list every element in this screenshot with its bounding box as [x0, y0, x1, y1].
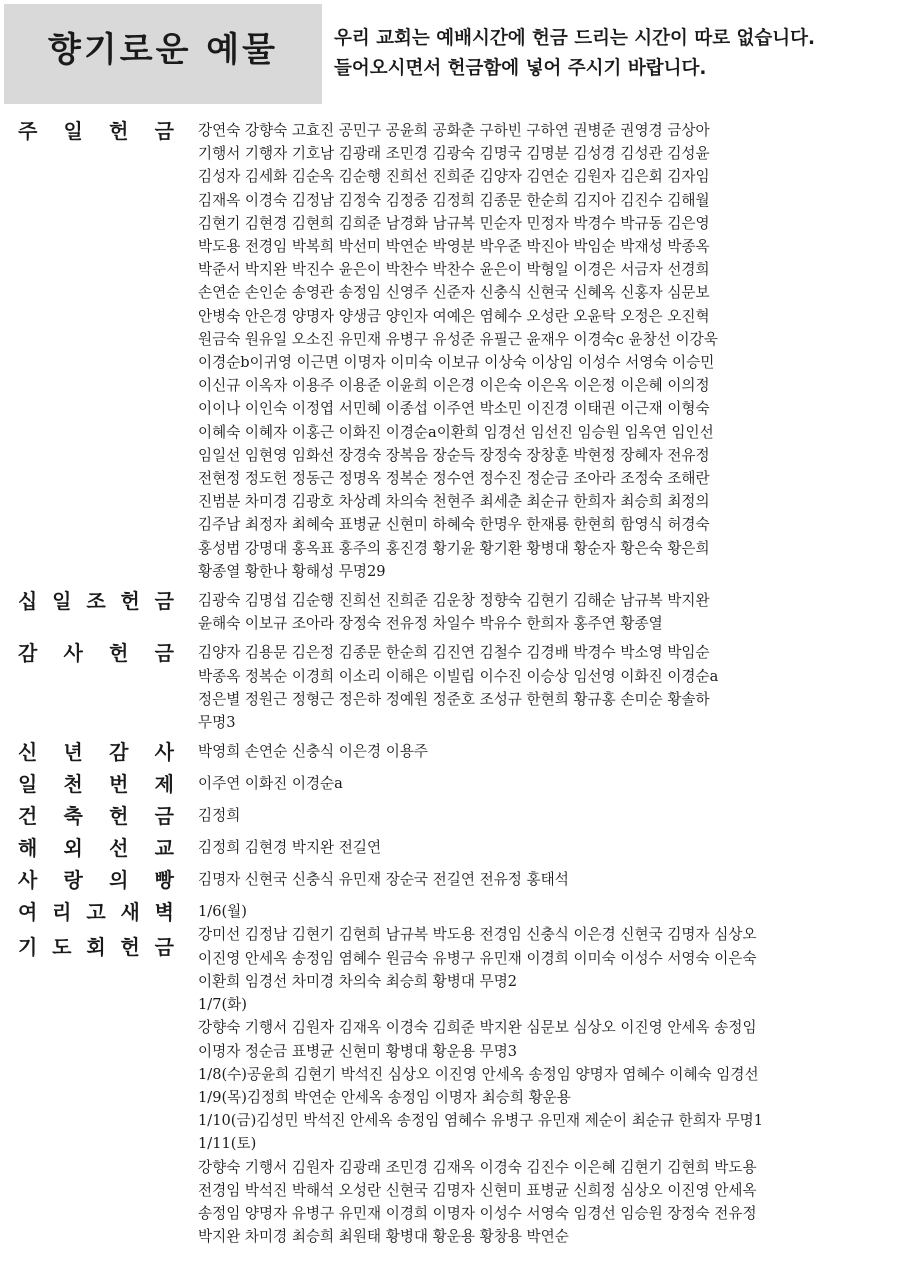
title-box — [4, 4, 322, 104]
section-label-text — [18, 934, 174, 961]
label-char: 일 — [18, 772, 38, 797]
donor-line: 홍성범 강명대 홍옥표 홍주의 홍진경 황기윤 황기환 황병대 황순자 황은숙 황은희 — [198, 539, 710, 557]
label-char: 헌 — [109, 804, 129, 829]
donor-line: 임일선 임현영 임화선 장경숙 장복음 장순득 장정숙 장창훈 박현정 장혜자 전유정 — [198, 446, 710, 464]
donor-line: 김광숙 김명섭 김순행 진희선 진희준 김운창 정향숙 김현기 김해순 남규복 박지완 — [198, 592, 710, 610]
offering-list — [18, 118, 880, 1248]
section-label-text — [18, 118, 174, 145]
notice-line: 우리 교회는 예배시간에 헌금 드리는 시간이 따로 없습니다. — [334, 28, 816, 49]
donor-names — [198, 835, 880, 859]
label-char: 금 — [154, 641, 174, 666]
label-char: 헌 — [120, 589, 140, 614]
donor-line: 이혜숙 이혜자 이홍근 이화진 이경순a이환희 임경선 임선진 임승원 임옥연 임인선 — [198, 423, 714, 441]
offering-section — [18, 739, 880, 766]
donor-names — [198, 118, 880, 583]
section-label — [18, 588, 198, 615]
section-label-text — [18, 588, 174, 615]
donor-line: 김재옥 이경숙 김정남 김정숙 김정중 김정희 김종문 한순희 김지아 김진수 김해월 — [198, 191, 710, 209]
label-char: 헌 — [109, 119, 129, 143]
label-char: 의 — [109, 868, 129, 893]
donor-line: 이환희 임경선 차미경 차의숙 최승희 황병대 무명2 — [198, 972, 518, 990]
section-label — [18, 640, 198, 667]
section-label-text — [18, 867, 174, 894]
donor-line: 김주남 최정자 최혜숙 표병균 신현미 하혜숙 한명우 한재룡 한현희 함영식 허경숙 — [198, 516, 710, 534]
donor-line: 박지완 차미경 최승희 최원태 황병대 황운용 황창용 박연순 — [198, 1228, 569, 1246]
label-char: 건 — [18, 804, 38, 829]
donor-names — [198, 899, 880, 1248]
section-label-text — [18, 640, 174, 667]
label-char: 고 — [86, 900, 106, 925]
donor-line: 이이나 이인숙 이정엽 서민혜 이종섭 이주연 박소민 이진경 이태권 이근재 이형숙 — [198, 400, 710, 418]
donor-line: 이명자 정순금 표병균 신현미 황병대 황운용 무명3 — [198, 1042, 518, 1060]
label-char: 선 — [109, 836, 129, 861]
label-char: 천 — [63, 772, 83, 797]
label-char: 조 — [86, 589, 106, 614]
notice-line: 들어오시면서 헌금함에 넣어 주시기 바랍니다. — [334, 58, 707, 79]
donor-line: 1/10(금)김성민 박석진 안세옥 송정임 염혜수 유병구 유민재 제순이 최순규 한희자 무명1 — [198, 1112, 764, 1130]
section-label — [18, 899, 198, 961]
donor-line: 황종열 황한나 황해성 무명29 — [198, 562, 386, 580]
label-char: 축 — [63, 804, 83, 829]
label-char: 기 — [18, 935, 38, 960]
label-char: 랑 — [63, 868, 83, 893]
label-char: 감 — [109, 740, 129, 765]
donor-names — [198, 803, 880, 827]
donor-line: 이진영 안세옥 송정임 염혜수 원금숙 유병구 유민재 이경희 이미숙 이성수 서영숙 이은숙 — [198, 949, 757, 967]
offering-notice — [334, 24, 894, 84]
label-char: 빵 — [154, 868, 174, 893]
label-char: 해 — [18, 836, 38, 861]
section-label — [18, 771, 198, 798]
donor-line: 손연순 손인순 송영관 송정임 신영주 신준자 신충식 신현국 신혜옥 신홍자 심문보 — [198, 284, 710, 302]
label-char: 번 — [109, 772, 129, 797]
donor-line: 이신규 이옥자 이용주 이용준 이윤희 이은경 이은숙 이은옥 이은정 이은혜 이의정 — [198, 377, 710, 395]
donor-line: 김현기 김현경 김현희 김희준 남경화 남규복 민순자 민정자 박경수 박규동 김은영 — [198, 214, 710, 232]
label-char: 외 — [63, 836, 83, 861]
label-char: 벽 — [154, 900, 174, 925]
donor-line: 박영희 손연순 신충식 이은경 이용주 — [198, 743, 429, 761]
label-char: 신 — [18, 740, 38, 765]
donor-line: 전경임 박석진 박해석 오성란 신현국 김명자 신현미 표병균 신희정 심상오 이진영 안세옥 — [198, 1181, 757, 1199]
donor-names — [198, 771, 880, 795]
donor-line: 김양자 김용문 김은정 김종문 한순희 김진연 김철수 김경배 박경수 박소영 박임순 — [198, 644, 710, 662]
donor-line: 이주연 이화진 이경순a — [198, 775, 343, 793]
donor-line: 윤해숙 이보규 조아라 장정숙 전유정 차일수 박유수 한희자 홍주연 황종열 — [198, 615, 663, 633]
donor-line: 1/9(목)김정희 박연순 안세옥 송정임 이명자 최승희 황운용 — [198, 1088, 571, 1106]
donor-line: 강향숙 기행서 김원자 김재옥 이경숙 김희준 박지완 심문보 심상오 이진영 안세옥 송정임 — [198, 1019, 757, 1037]
offering-section — [18, 588, 880, 635]
label-char: 년 — [63, 740, 83, 765]
section-label-text — [18, 835, 174, 862]
donor-line: 강미선 김정남 김현기 김현희 남규복 박도용 전경임 신충식 이은경 신현국 김명자 심상오 — [198, 926, 757, 944]
donor-line: 이경순b이귀영 이근면 이명자 이미숙 이보규 이상숙 이상임 이성수 서영숙 이승민 — [198, 354, 715, 372]
section-label-text — [18, 899, 174, 926]
donor-line: 김정희 김현경 박지완 전길연 — [198, 839, 382, 857]
section-label-text — [18, 803, 174, 830]
donor-line: 강향숙 기행서 김원자 김광래 조민경 김재옥 이경숙 김진수 이은혜 김현기 김현희 박도용 — [198, 1158, 757, 1176]
label-char: 리 — [52, 900, 72, 925]
donor-line: 1/8(수)공윤희 김현기 박석진 심상오 이진영 안세옥 송정임 양명자 염혜수 이혜숙 임경선 — [198, 1065, 759, 1083]
label-char: 사 — [63, 641, 83, 666]
offering-section — [18, 640, 880, 734]
offering-section — [18, 118, 880, 583]
donor-line: 정은별 정원근 정형근 정은하 정예원 정준호 조성규 한현희 황규홍 손미순 황솔하 — [198, 690, 710, 708]
label-char: 사 — [154, 740, 174, 765]
donor-line: 1/6(월) — [198, 903, 247, 921]
donor-line: 1/11(토) — [198, 1135, 257, 1153]
donor-line: 무명3 — [198, 714, 236, 732]
prayer-offering-section — [18, 899, 880, 1248]
section-label-text — [18, 771, 174, 798]
section-label — [18, 803, 198, 830]
label-char: 일 — [63, 119, 83, 143]
offering-section — [18, 835, 880, 862]
offering-section — [18, 867, 880, 894]
donor-line: 기행서 기행자 기호남 김광래 조민경 김광숙 김명국 김명분 김성경 김성관 김성윤 — [198, 145, 710, 163]
donor-line: 1/7(화) — [198, 996, 247, 1014]
section-label — [18, 835, 198, 862]
label-char: 새 — [120, 900, 140, 925]
donor-line: 안병숙 안은경 양명자 양생금 양인자 여예은 염혜수 오성란 오윤탁 오정은 오진혁 — [198, 307, 710, 325]
donor-line: 송정임 양명자 유병구 유민재 이경희 이명자 이성수 서영숙 임경선 임승원 장정숙 전유정 — [198, 1204, 757, 1222]
donor-line: 진범분 차미경 김광호 차상례 차의숙 천현주 최세춘 최순규 한희자 최승희 최정의 — [198, 493, 710, 511]
label-char: 주 — [18, 119, 38, 143]
donor-line: 전현정 정도헌 정동근 정명옥 정복순 정수연 정수진 정순금 조아라 조정숙 조해란 — [198, 470, 710, 488]
label-char: 금 — [154, 935, 174, 960]
label-char: 헌 — [120, 935, 140, 960]
label-char: 교 — [154, 836, 174, 861]
label-char: 회 — [86, 935, 106, 960]
donor-line: 김정희 — [198, 807, 241, 825]
donor-line: 박종옥 정복순 이경희 이소리 이해은 이빌립 이수진 이승상 임선영 이화진 이경순a — [198, 667, 719, 685]
donor-line: 김성자 김세화 김순옥 김순행 진희선 진희준 김양자 김연순 김원자 김은회 김자임 — [198, 168, 710, 186]
label-char: 금 — [154, 589, 174, 614]
section-label — [18, 118, 198, 145]
section-label-text — [18, 739, 174, 766]
donor-names — [198, 640, 880, 734]
label-char: 감 — [18, 641, 38, 666]
label-char: 금 — [154, 804, 174, 829]
donor-names — [198, 739, 880, 763]
label-char: 헌 — [109, 641, 129, 666]
offering-section — [18, 803, 880, 830]
donor-names — [198, 867, 880, 891]
label-char: 도 — [52, 935, 72, 960]
section-label — [18, 739, 198, 766]
label-char: 일 — [52, 589, 72, 614]
label-char: 여 — [18, 900, 38, 925]
donor-line: 김명자 신현국 신충식 유민재 장순국 전길연 전유정 홍태석 — [198, 871, 569, 889]
section-label — [18, 867, 198, 894]
donor-names — [198, 588, 880, 635]
label-char: 십 — [18, 589, 38, 614]
bulletin-header — [4, 4, 896, 104]
label-char: 사 — [18, 868, 38, 893]
donor-line: 박준서 박지완 박진수 윤은이 박찬수 박찬수 윤은이 박형일 이경은 서금자 선경희 — [198, 261, 710, 279]
donor-line: 강연숙 강향숙 고효진 공민구 공윤희 공화춘 구하빈 구하연 권병준 권영경 금상아 — [198, 122, 710, 139]
donor-line: 박도용 전경임 박복희 박선미 박연순 박영분 박우준 박진아 박임순 박재성 박종옥 — [198, 238, 710, 256]
page-title: 향기로운 예물 — [48, 30, 278, 70]
label-char: 제 — [154, 772, 174, 797]
label-char: 금 — [154, 119, 174, 143]
offering-section — [18, 771, 880, 798]
donor-line: 원금숙 원유일 오소진 유민재 유병구 유성준 유필근 윤재우 이경숙c 윤창선 이강욱 — [198, 330, 718, 348]
